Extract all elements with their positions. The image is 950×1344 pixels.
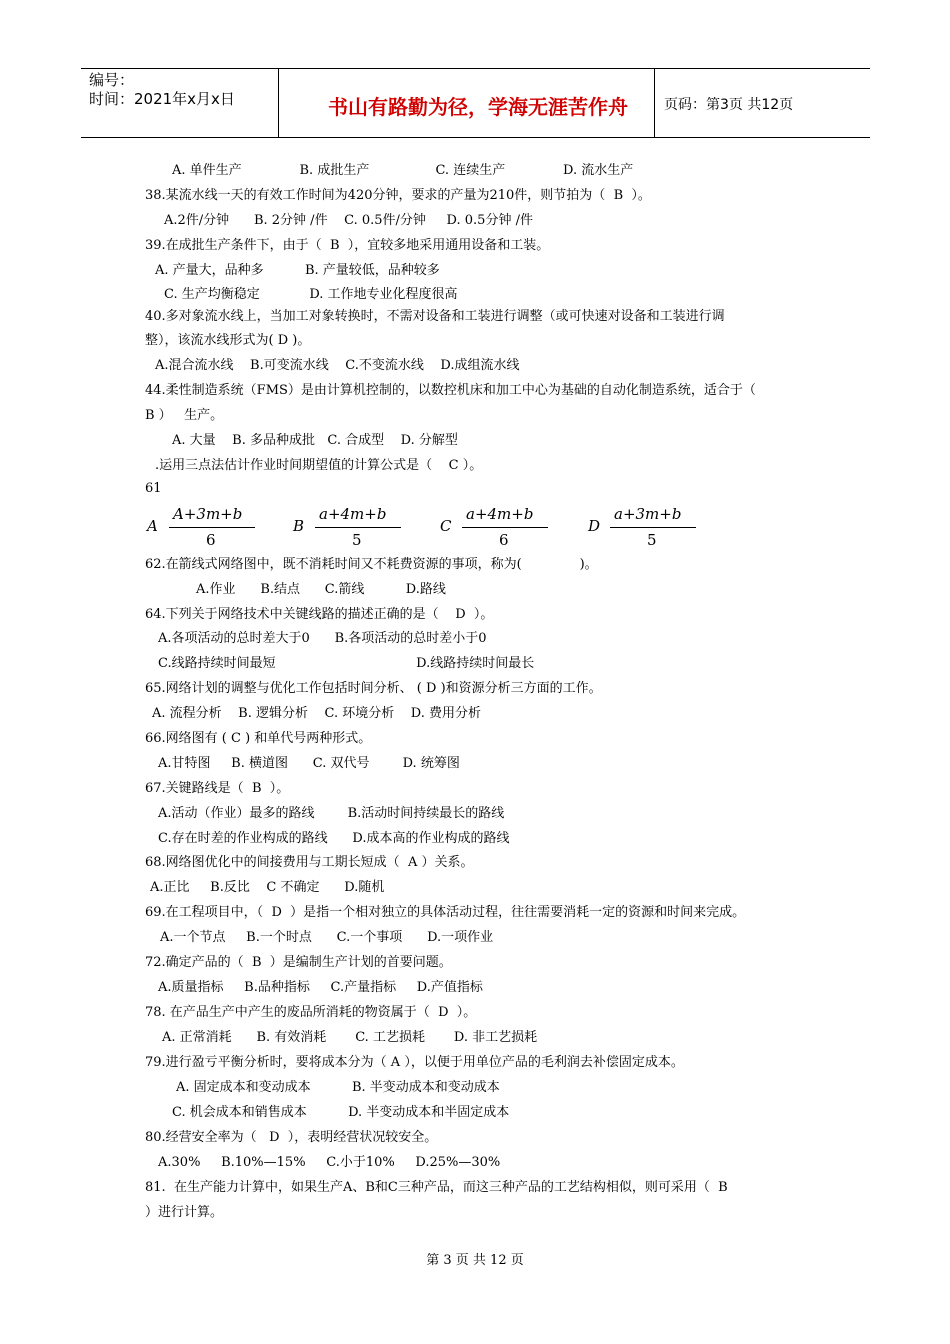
formula-label: D bbox=[588, 517, 601, 535]
text-line: 39.在成批生产条件下，由于（ B ），宜较多地采用通用设备和工装。 bbox=[145, 238, 550, 253]
header-meta bbox=[89, 71, 235, 109]
time-label: 时间：2021年x月x日 bbox=[89, 90, 235, 108]
text-line: ）进行计算。 bbox=[145, 1205, 224, 1220]
text-line: 79.进行盈亏平衡分析时，要将成本分为（ A ），以便于用单位产品的毛利润去补偿固定成本。 bbox=[145, 1055, 684, 1070]
formula-denominator: 6 bbox=[206, 531, 216, 549]
text-line: 81. 在生产能力计算中，如果生产A、B和C三种产品，而这三种产品的工艺结构相似，则可采用（ B bbox=[145, 1180, 728, 1195]
text-line: 40.多对象流水线上，当加工对象转换时，不需对设备和工装进行调整（或可快速对设备和工装进行调 bbox=[145, 309, 725, 324]
text-line: C.存在时差的作业构成的路线 D.成本高的作业构成的路线 bbox=[158, 831, 510, 846]
text-line: A.作业 B.结点 C.箭线 D.路线 bbox=[196, 582, 446, 597]
text-line: .运用三点法估计作业时间期望值的计算公式是（ C ）。 bbox=[155, 458, 483, 473]
formula-numerator: A+3m+b bbox=[173, 505, 243, 523]
serial-label: 编号： bbox=[89, 71, 135, 89]
formula-denominator: 5 bbox=[647, 531, 657, 549]
page-footer: 第 3 页 共 12 页 bbox=[426, 1253, 524, 1268]
formula-denominator: 6 bbox=[499, 531, 509, 549]
text-line: A.甘特图 B. 横道图 C. 双代号 D. 统筹图 bbox=[158, 756, 460, 771]
header-divider bbox=[278, 69, 279, 137]
text-line: A. 单件生产 B. 成批生产 C. 连续生产 D. 流水生产 bbox=[172, 163, 634, 178]
formula-label: B bbox=[293, 517, 305, 535]
formula-numerator: a+4m+b bbox=[319, 505, 387, 523]
text-line: A.混合流水线 B.可变流水线 C.不变流水线 D.成组流水线 bbox=[155, 358, 520, 373]
text-line: 69.在工程项目中，（ D ）是指一个相对独立的具体活动过程，往往需要消耗一定的资源和时间来完成。 bbox=[145, 905, 746, 920]
text-line: C. 生产均衡稳定 D. 工作地专业化程度很高 bbox=[164, 287, 458, 302]
text-line: A.质量指标 B.品种指标 C.产量指标 D.产值指标 bbox=[158, 980, 483, 995]
text-line: A. 正常消耗 B. 有效消耗 C. 工艺损耗 D. 非工艺损耗 bbox=[162, 1030, 538, 1045]
header-page-info: 页码：第3页 共12页 bbox=[664, 97, 794, 113]
text-line: 62.在箭线式网络图中，既不消耗时间又不耗费资源的事项，称为( )。 bbox=[145, 557, 598, 572]
formula-numerator: a+4m+b bbox=[466, 505, 534, 523]
text-line: 64.下列关于网络技术中关键线路的描述正确的是（ D ）。 bbox=[145, 607, 494, 622]
page-header bbox=[81, 68, 870, 138]
text-line: 67.关键路线是（ B ）。 bbox=[145, 781, 290, 796]
header-divider bbox=[654, 69, 655, 137]
text-line: A.正比 B.反比 C 不确定 D.随机 bbox=[150, 880, 385, 895]
text-line: A.活动（作业）最多的路线 B.活动时间持续最长的路线 bbox=[158, 806, 505, 821]
text-line: 38.某流水线一天的有效工作时间为420分钟，要求的产量为210件，则节拍为（ B ）。 bbox=[145, 188, 651, 203]
text-line: A.30% B.10%—15% C.小于10% D.25%—30% bbox=[158, 1155, 501, 1170]
text-line: 65.网络计划的调整与优化工作包括时间分析、 ( D )和资源分析三方面的工作。 bbox=[145, 681, 602, 696]
text-line: 68.网络图优化中的间接费用与工期长短成（ A ）关系。 bbox=[145, 855, 474, 870]
text-line: 78. 在产品生产中产生的废品所消耗的物资属于（ D ）。 bbox=[145, 1005, 477, 1020]
text-line: 72.确定产品的（ B ）是编制生产计划的首要问题。 bbox=[145, 955, 452, 970]
text-line: 61 bbox=[145, 481, 162, 496]
formula-numerator: a+3m+b bbox=[614, 505, 682, 523]
fraction-bar bbox=[315, 527, 401, 528]
fraction-bar bbox=[462, 527, 548, 528]
text-line: 66.网络图有 ( C ) 和单代号两种形式。 bbox=[145, 731, 372, 746]
fraction-bar bbox=[610, 527, 696, 528]
text-line: 80.经营安全率为（ D ），表明经营状况较安全。 bbox=[145, 1130, 438, 1145]
text-line: A.各项活动的总时差大于0 B.各项活动的总时差小于0 bbox=[158, 631, 487, 646]
text-line: A. 流程分析 B. 逻辑分析 C. 环境分析 D. 费用分析 bbox=[152, 706, 482, 721]
formula-label: A bbox=[147, 517, 158, 535]
text-line: A.一个节点 B.一个时点 C.一个事项 D.一项作业 bbox=[160, 930, 494, 945]
text-line: A.2件/分钟 B. 2分钟 /件 C. 0.5件/分钟 D. 0.5分钟 /件 bbox=[164, 213, 533, 228]
text-line: C.线路持续时间最短 D.线路持续时间最长 bbox=[158, 656, 535, 671]
text-line: A. 固定成本和变动成本 B. 半变动成本和变动成本 bbox=[176, 1080, 500, 1095]
text-line: A. 大量 B. 多品种成批 C. 合成型 D. 分解型 bbox=[172, 433, 458, 448]
text-line: 整），该流水线形式为( D )。 bbox=[145, 333, 311, 348]
fraction-bar bbox=[169, 527, 255, 528]
header-motto: 书山有路勤为径，学海无涯苦作舟 bbox=[328, 95, 628, 119]
text-line: C. 机会成本和销售成本 D. 半变动成本和半固定成本 bbox=[172, 1105, 510, 1120]
formula-denominator: 5 bbox=[352, 531, 362, 549]
text-line: A. 产量大，品种多 B. 产量较低，品种较多 bbox=[155, 263, 440, 278]
text-line: 44.柔性制造系统（FMS）是由计算机控制的，以数控机床和加工中心为基础的自动化制造系统，适合于（ bbox=[145, 383, 756, 398]
text-line: B ） 生产。 bbox=[145, 408, 224, 423]
formula-label: C bbox=[440, 517, 452, 535]
